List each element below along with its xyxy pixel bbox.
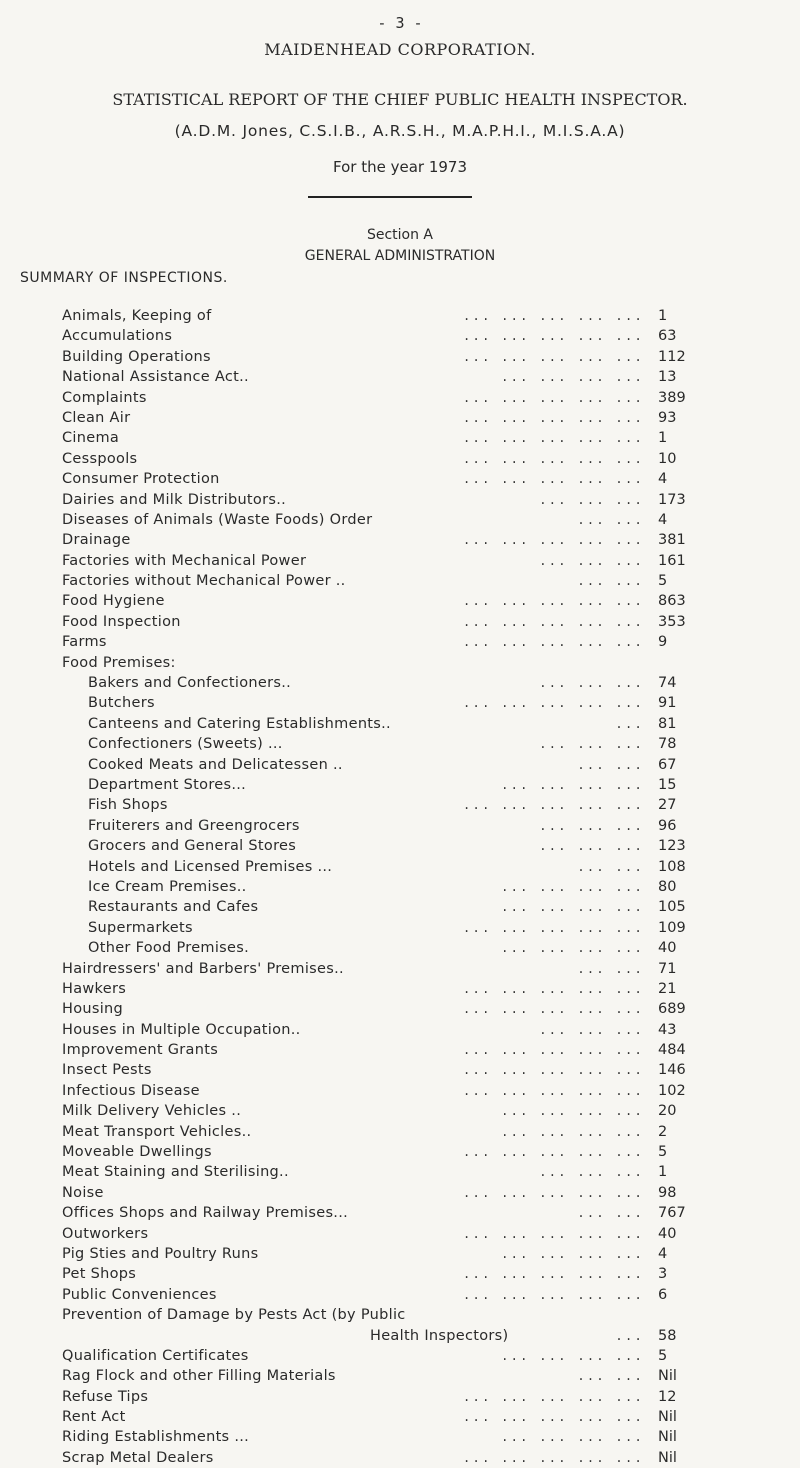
inspection-label: Consumer Protection (62, 471, 220, 488)
inspection-label: Butchers (88, 695, 155, 712)
inspection-row (62, 1183, 722, 1203)
inspection-label: Cesspools (62, 450, 138, 467)
leader-dots: ... ... ... ... ... (463, 329, 644, 344)
inspection-label: Drainage (62, 532, 131, 549)
inspection-row (62, 469, 722, 489)
leader-dots: ... ... ... (539, 818, 644, 833)
inspection-count: 2 (658, 1123, 668, 1140)
leader-dots: ... ... (577, 859, 644, 874)
leader-dots: ... ... ... ... (501, 1246, 644, 1261)
inspection-count: 40 (658, 940, 677, 957)
inspection-count: 1 (658, 1164, 668, 1181)
inspection-label: Diseases of Animals (Waste Foods) Order (62, 511, 373, 528)
inspection-label: Accumulations (62, 328, 173, 345)
inspection-row (62, 897, 722, 917)
inspection-label: Restaurants and Cafes (88, 899, 259, 916)
inspection-row (62, 714, 722, 734)
inspection-count: 12 (658, 1388, 677, 1405)
inspection-count: 96 (658, 817, 677, 834)
inspection-count: 389 (658, 389, 686, 406)
leader-dots: ... ... ... ... ... (463, 1145, 644, 1160)
leader-dots: ... ... ... ... ... (463, 451, 644, 466)
inspection-count: 13 (658, 369, 677, 386)
leader-dots: ... ... ... ... ... (463, 431, 644, 446)
inspection-label: Refuse Tips (62, 1388, 149, 1405)
inspection-row (62, 1346, 722, 1366)
leader-dots: ... ... ... ... ... (463, 1450, 644, 1465)
inspection-row (62, 306, 722, 326)
leader-dots: ... ... ... ... ... (463, 1226, 644, 1241)
inspection-count: 146 (658, 1062, 686, 1079)
inspection-label: Canteens and Catering Establishments.. (88, 715, 391, 732)
inspection-label: Qualification Certificates (62, 1347, 249, 1364)
inspection-label: Animals, Keeping of (62, 308, 212, 324)
leader-dots: ... ... ... ... (501, 1104, 644, 1119)
inspection-count: 123 (658, 838, 686, 855)
leader-dots: ... ... (577, 1206, 644, 1221)
inspection-count: 4 (658, 511, 668, 528)
leader-dots: ... ... ... ... ... (463, 594, 644, 609)
leader-dots: ... ... (577, 512, 644, 527)
title-rule (308, 196, 472, 198)
inspection-row (62, 653, 722, 673)
inspection-row (62, 673, 722, 693)
leader-dots: ... (615, 716, 644, 731)
inspection-row (62, 428, 722, 448)
inspection-count: 1 (658, 430, 668, 447)
leader-dots: ... ... ... ... (501, 1124, 644, 1139)
inspection-label: Prevention of Damage by Pests Act (by Public (62, 1307, 406, 1324)
inspection-count: 91 (658, 695, 677, 712)
inspection-row (62, 1122, 722, 1142)
leader-dots: ... ... ... (539, 1165, 644, 1180)
inspection-row (62, 1427, 722, 1447)
inspection-label: Food Hygiene (62, 593, 165, 610)
inspection-row (62, 734, 722, 754)
inspection-row (62, 1387, 722, 1407)
inspection-count: 67 (658, 756, 677, 773)
leader-dots: ... ... ... (539, 839, 644, 854)
inspection-label: Fish Shops (88, 797, 168, 814)
leader-dots: ... ... ... ... ... (463, 390, 644, 405)
inspection-count: 81 (658, 715, 677, 732)
inspection-count: 9 (658, 634, 668, 651)
inspection-label: Fruiterers and Greengrocers (88, 817, 300, 834)
leader-dots: ... ... ... ... ... (463, 1083, 644, 1098)
leader-dots: ... ... ... ... (501, 370, 644, 385)
leader-dots: ... ... ... (539, 492, 644, 507)
inspection-row (62, 1162, 722, 1182)
inspection-label: Food Inspection (62, 613, 181, 630)
inspection-label: Food Premises: (62, 654, 176, 671)
inspection-label: Dairies and Milk Distributors.. (62, 491, 287, 508)
inspection-count: 863 (658, 593, 686, 610)
leader-dots: ... ... (577, 574, 644, 589)
inspection-count: Nil (658, 1368, 677, 1385)
inspection-row (62, 347, 722, 367)
inspection-count: 105 (658, 899, 686, 916)
inspection-label: Rag Flock and other Filling Materials (62, 1368, 336, 1385)
inspection-count: 4 (658, 471, 668, 488)
leader-dots: ... ... ... ... ... (463, 798, 644, 813)
leader-dots: ... ... ... ... ... (463, 1063, 644, 1078)
leader-dots: ... ... ... ... (501, 941, 644, 956)
inspection-row (62, 551, 722, 571)
inspection-label: Farms (62, 634, 107, 651)
inspection-label: Public Conveniences (62, 1286, 217, 1303)
leader-dots: ... ... ... ... ... (463, 981, 644, 996)
inspection-count: 10 (658, 450, 677, 467)
inspection-count: Nil (658, 1409, 677, 1426)
inspection-row (62, 1203, 722, 1223)
inspection-row (62, 530, 722, 550)
inspection-row (62, 388, 722, 408)
inspection-count: 109 (658, 919, 686, 936)
inspection-row (62, 1244, 722, 1264)
inspection-count: 5 (658, 1144, 668, 1161)
inspection-label: Cooked Meats and Delicatessen .. (88, 756, 343, 773)
leader-dots: ... ... ... ... ... (463, 1185, 644, 1200)
inspection-row (62, 693, 722, 713)
inspection-label: Complaints (62, 389, 147, 406)
inspection-label: Factories with Mechanical Power (62, 552, 307, 569)
inspection-row (62, 1305, 722, 1325)
inspection-count: 15 (658, 776, 677, 793)
inspection-label: Infectious Disease (62, 1082, 200, 1099)
inspection-count: 484 (658, 1042, 686, 1059)
section-name: GENERAL ADMINISTRATION (304, 248, 496, 264)
inspection-count: 20 (658, 1103, 677, 1120)
inspection-label: Hawkers (62, 980, 127, 997)
inspection-label: Noise (62, 1184, 104, 1201)
inspection-count: 40 (658, 1225, 677, 1242)
inspection-label: Outworkers (62, 1225, 149, 1242)
inspection-count: Nil (658, 1449, 677, 1466)
report-period: For the year 1973 (333, 158, 467, 176)
inspection-count: 63 (658, 328, 677, 345)
leader-dots: ... ... ... ... ... (463, 920, 644, 935)
inspection-count: 381 (658, 532, 686, 549)
inspection-label: Supermarkets (88, 919, 193, 936)
inspection-row (62, 1020, 722, 1040)
inspection-row (62, 1326, 722, 1346)
inspection-row (62, 1081, 722, 1101)
leader-dots: ... ... (577, 1369, 644, 1384)
leader-dots: ... ... (577, 961, 644, 976)
inspection-count: 93 (658, 409, 677, 426)
inspection-row (62, 1264, 722, 1284)
inspection-label: Housing (62, 1001, 124, 1018)
inspection-label: Meat Staining and Sterilising.. (62, 1164, 289, 1181)
inspection-count: 5 (658, 573, 668, 590)
leader-dots: ... ... ... ... ... (463, 309, 644, 323)
leader-dots: ... ... ... ... ... (463, 472, 644, 487)
inspection-row (62, 449, 722, 469)
inspection-row (62, 612, 722, 632)
inspection-row (62, 857, 722, 877)
leader-dots: ... ... ... ... (501, 879, 644, 894)
inspection-count: 71 (658, 960, 677, 977)
inspection-row (62, 918, 722, 938)
inspection-label: Grocers and General Stores (88, 838, 297, 855)
inspection-label: Building Operations (62, 348, 211, 365)
section-label: Section A (366, 227, 434, 243)
leader-dots: ... ... ... (539, 1022, 644, 1037)
inspection-row (62, 408, 722, 428)
leader-dots: ... ... ... ... (501, 1348, 644, 1363)
leader-dots: ... ... ... ... ... (463, 349, 644, 364)
inspection-row (62, 591, 722, 611)
inspection-count: 173 (658, 491, 686, 508)
leader-dots: ... ... ... (539, 676, 644, 691)
inspection-row (62, 1142, 722, 1162)
inspection-count: 767 (658, 1205, 686, 1222)
inspection-row (62, 1224, 722, 1244)
leader-dots: ... ... ... ... ... (463, 533, 644, 548)
leader-dots: ... ... ... ... ... (463, 1267, 644, 1282)
inspection-count: 98 (658, 1184, 677, 1201)
inspection-row (62, 1101, 722, 1121)
leader-dots: ... ... ... ... ... (463, 1410, 644, 1425)
leader-dots: ... ... ... ... ... (463, 410, 644, 425)
leader-dots: ... ... (577, 757, 644, 772)
inspection-count: 353 (658, 613, 686, 630)
inspection-label: Pet Shops (62, 1266, 137, 1283)
inspection-row (62, 326, 722, 346)
inspection-label: Rent Act (62, 1409, 126, 1426)
inspection-label: Insect Pests (62, 1062, 152, 1079)
inspections-list (62, 306, 722, 1468)
inspection-label: Cinema (62, 430, 120, 447)
inspection-count: 27 (658, 797, 677, 814)
inspection-label: Department Stores... (88, 776, 247, 793)
inspection-count: 5 (658, 1347, 668, 1364)
inspection-row (62, 999, 722, 1019)
leader-dots: ... ... ... ... ... (463, 696, 644, 711)
inspection-row (62, 795, 722, 815)
inspection-label: Riding Establishments ... (62, 1429, 250, 1446)
leader-dots: ... ... ... ... ... (463, 635, 644, 650)
inspection-row (62, 938, 722, 958)
leader-dots: ... ... ... ... ... (463, 1287, 644, 1302)
leader-dots: ... ... ... ... ... (463, 1389, 644, 1404)
inspection-row (62, 1407, 722, 1427)
leader-dots: ... ... ... ... ... (463, 1043, 644, 1058)
page-number: - 3 - (377, 14, 423, 32)
inspection-label: Offices Shops and Railway Premises... (62, 1205, 349, 1222)
report-title: STATISTICAL REPORT OF THE CHIEF PUBLIC HEALTH INSPECTOR. (112, 90, 688, 109)
inspection-count: 161 (658, 552, 686, 569)
leader-dots: ... ... ... ... (501, 777, 644, 792)
inspection-count: 689 (658, 1001, 686, 1018)
leader-dots: ... ... ... ... ... (463, 1002, 644, 1017)
inspection-label: Hairdressers' and Barbers' Premises.. (62, 960, 344, 977)
inspection-row (62, 1060, 722, 1080)
inspection-row (62, 510, 722, 530)
inspection-count: 3 (658, 1266, 668, 1283)
inspection-count: 108 (658, 858, 686, 875)
inspection-label: Health Inspectors) (370, 1327, 509, 1344)
inspection-row (62, 1366, 722, 1386)
inspection-label: Bakers and Confectioners.. (88, 675, 292, 692)
inspection-row (62, 1285, 722, 1305)
inspection-row (62, 571, 722, 591)
report-author: (A.D.M. Jones, C.S.I.B., A.R.S.H., M.A.P.H.I., M.I.S.A.A) (174, 122, 626, 140)
inspection-row (62, 816, 722, 836)
inspection-row (62, 367, 722, 387)
inspection-label: Confectioners (Sweets) ... (88, 736, 283, 753)
inspection-label: National Assistance Act.. (62, 369, 249, 386)
inspection-label: Houses in Multiple Occupation.. (62, 1021, 301, 1038)
inspection-row (62, 490, 722, 510)
inspection-count: 74 (658, 675, 677, 692)
inspection-count: 21 (658, 980, 677, 997)
leader-dots: ... ... ... (539, 737, 644, 752)
inspection-row (62, 979, 722, 999)
inspection-row (62, 959, 722, 979)
inspection-count: 78 (658, 736, 677, 753)
summary-heading: SUMMARY OF INSPECTIONS. (20, 270, 228, 286)
leader-dots: ... (615, 1328, 644, 1343)
inspection-count: 1 (658, 308, 668, 324)
inspection-label: Milk Delivery Vehicles .. (62, 1103, 242, 1120)
inspection-row (62, 755, 722, 775)
inspection-row (62, 836, 722, 856)
inspection-label: Meat Transport Vehicles.. (62, 1123, 252, 1140)
inspection-count: 4 (658, 1245, 668, 1262)
inspection-count: 102 (658, 1082, 686, 1099)
inspection-label: Hotels and Licensed Premises ... (88, 858, 333, 875)
inspection-row (62, 1040, 722, 1060)
leader-dots: ... ... ... ... ... (463, 614, 644, 629)
inspection-label: Ice Cream Premises.. (88, 878, 247, 895)
leader-dots: ... ... ... (539, 553, 644, 568)
inspection-label: Other Food Premises. (88, 940, 250, 957)
inspection-count: Nil (658, 1429, 677, 1446)
inspection-row (62, 877, 722, 897)
inspection-count: 58 (658, 1327, 677, 1344)
inspection-count: 43 (658, 1021, 677, 1038)
inspection-label: Scrap Metal Dealers (62, 1449, 214, 1466)
inspection-count: 80 (658, 878, 677, 895)
inspection-row (62, 632, 722, 652)
inspection-label: Factories without Mechanical Power .. (62, 573, 346, 590)
inspection-label: Improvement Grants (62, 1042, 219, 1059)
inspection-label: Pig Sties and Poultry Runs (62, 1245, 259, 1262)
inspection-label: Clean Air (62, 409, 131, 426)
inspection-row (62, 1448, 722, 1468)
leader-dots: ... ... ... ... (501, 1430, 644, 1445)
inspection-row (62, 775, 722, 795)
inspection-count: 112 (658, 348, 686, 365)
corporation-name: MAIDENHEAD CORPORATION. (264, 40, 536, 59)
inspection-label: Moveable Dwellings (62, 1144, 212, 1161)
leader-dots: ... ... ... ... (501, 900, 644, 915)
inspection-count: 6 (658, 1286, 668, 1303)
